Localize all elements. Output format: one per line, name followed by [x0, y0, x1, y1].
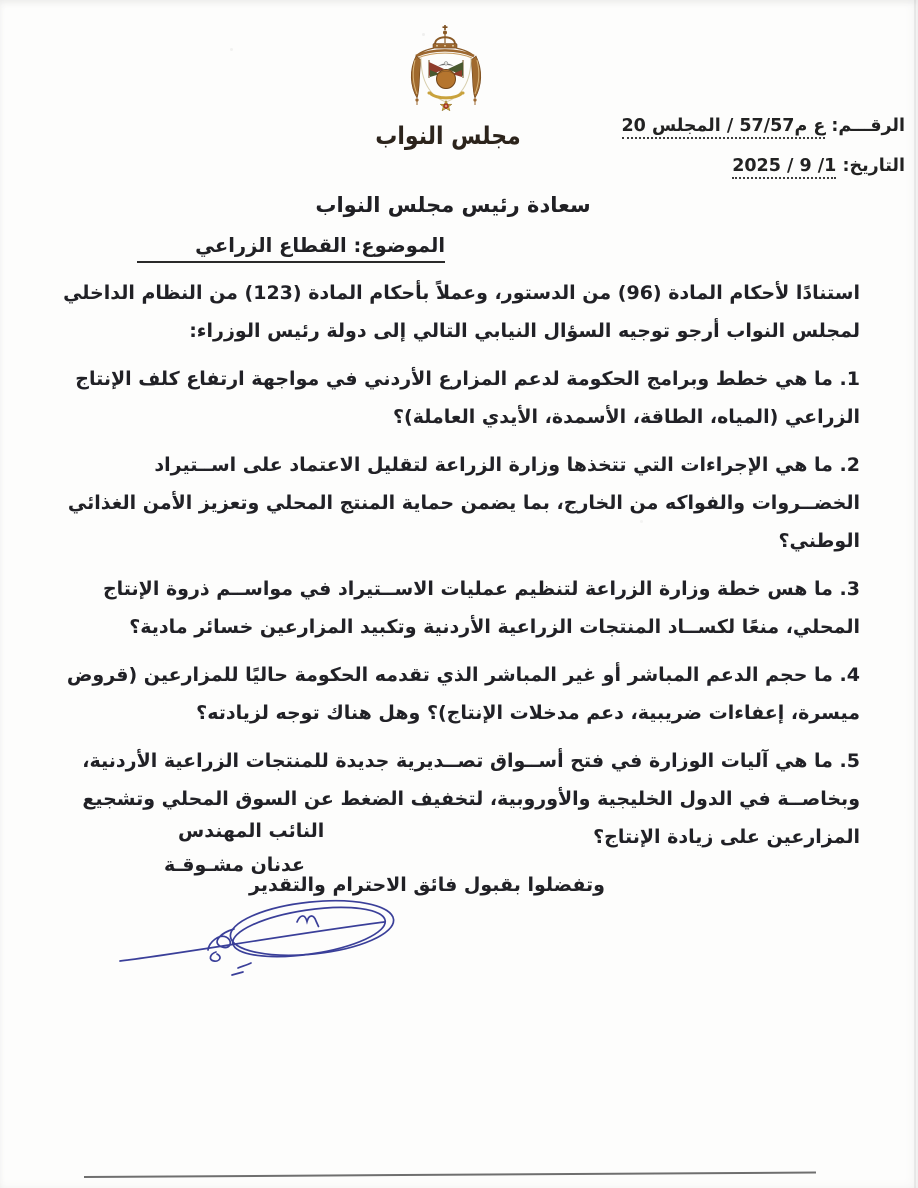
- date-value: 1/ 9 / 2025: [732, 156, 836, 179]
- footer-separator-line: [84, 1172, 816, 1178]
- date-line: [622, 146, 906, 186]
- subject-text: الموضوع: القطاع الزراعي: [137, 234, 445, 263]
- ref-value: ع م57/57 / المجلس 20: [622, 116, 826, 139]
- parliament-calligraphy: مجلس النواب: [375, 122, 521, 151]
- intro-paragraph: استنادًا لأحكام المادة (96) من الدستور، وعملاً بأحكام المادة (123) من النظام الداخلي لمجلس النواب أرجو توجيه السؤال النيابي التالي إلى دولة رئيس الوزراء:: [63, 282, 860, 342]
- scan-speck: [640, 520, 643, 523]
- handwritten-signature-icon: [112, 882, 412, 997]
- date-label: التاريخ:: [842, 156, 905, 176]
- signer-title: النائب المهندس: [178, 820, 325, 842]
- question-5: 5. ما هي آليات الوزارة في فتح أســواق تصــديرية جديدة للمنتجات الزراعية الأردنية، وبخاصــة في الدول الخليجية والأوروبية، لتخفيف الضغط عن السوق المحلي وتشجيع المزارعين على زيادة الإنتاج؟: [82, 750, 860, 848]
- scan-speck: [230, 48, 233, 51]
- jordan-coat-of-arms-icon: [403, 24, 489, 120]
- subject-line: [137, 234, 445, 257]
- closing-line: وتفضلوا بقبول فائق الاحترام والتقدير: [249, 874, 605, 896]
- question-1: 1. ما هي خطط وبرامج الحكومة لدعم المزارع الأردني في مواجهة ارتفاع كلف الإنتاج الزراعي (المياه، الطاقة، الأسمدة، الأيدي العاملة)؟: [75, 368, 860, 428]
- salutation: سعادة رئيس مجلس النواب: [315, 193, 591, 217]
- letter-body: [62, 274, 860, 914]
- ref-date-block: [622, 106, 906, 186]
- question-2: 2. ما هي الإجراءات التي تتخذها وزارة الزراعة لتقليل الاعتماد على اســتيراد الخضــروات والفواكه من الخارج، بما يضمن حماية المنتج المحلي وتعزيز الأمن الغذائي الوطني؟: [67, 454, 860, 552]
- ref-number-line: [622, 106, 906, 146]
- question-3: 3. ما هس خطة وزارة الزراعة لتنظيم عمليات الاســتيراد في مواســم ذروة الإنتاج المحلي، منعًا لكســاد المنتجات الزراعية الأردنية وتكبيد المزارعين خسائر مادية؟: [102, 578, 860, 638]
- scan-speck: [422, 33, 425, 36]
- ref-label: الرقـــم:: [831, 116, 905, 136]
- signer-name: عدنان مشـوقـة: [164, 854, 306, 876]
- question-4: 4. ما حجم الدعم المباشر أو غير المباشر الذي تقدمه الحكومة حاليًا للمزارعين (قروض ميسرة، إعفاءات ضريبية، دعم مدخلات الإنتاج)؟ وهل هناك توجه لزيادته؟: [66, 664, 860, 724]
